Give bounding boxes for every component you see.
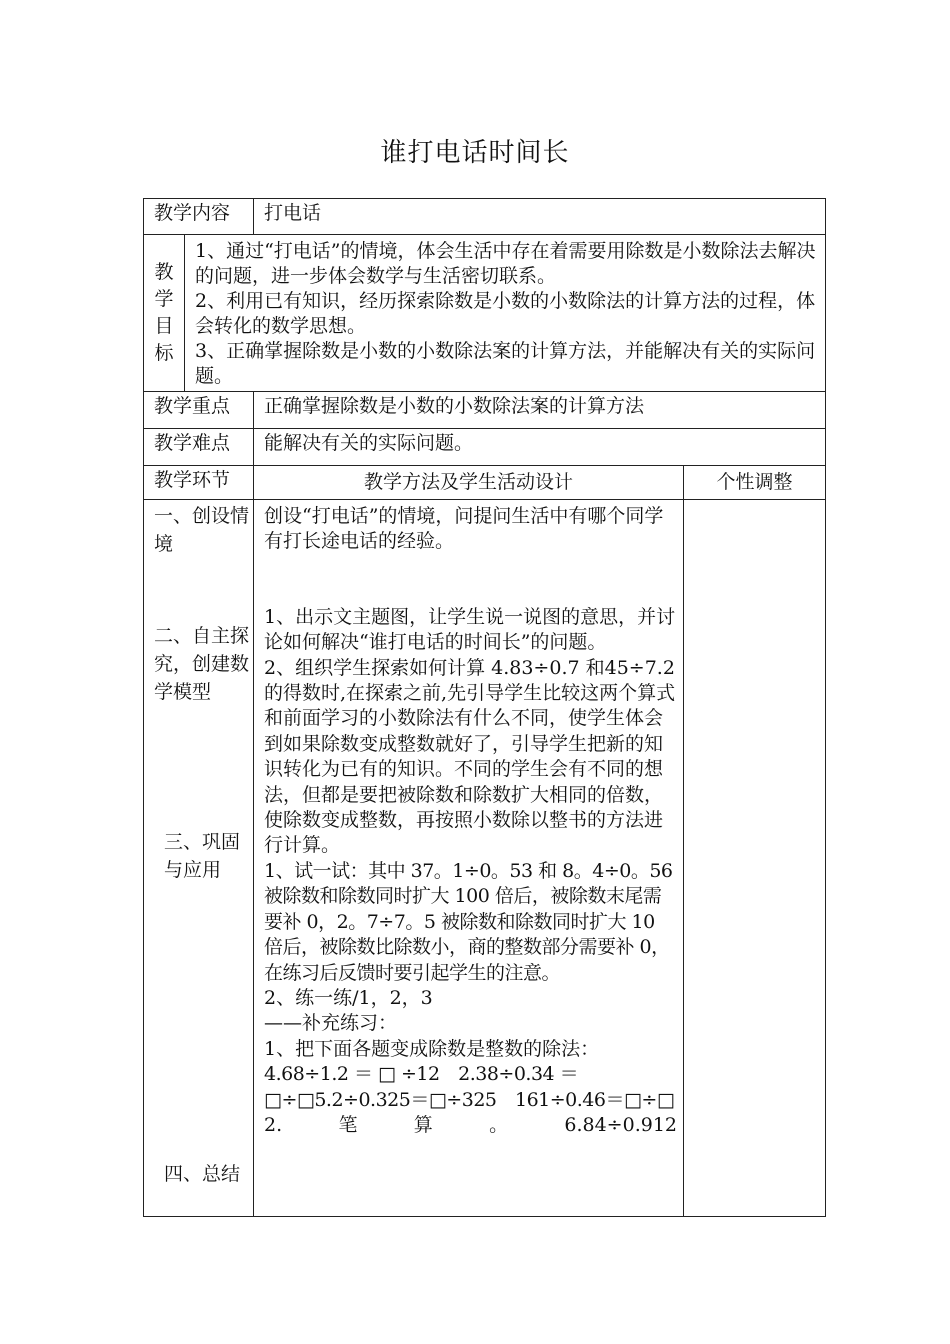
supplement-heading: ——补充练习： xyxy=(264,1012,398,1035)
lesson-plan-table xyxy=(143,198,826,1217)
goals-text xyxy=(185,235,826,391)
header-method: 教学方法及学生活动设计 xyxy=(254,466,684,500)
goals-inner xyxy=(144,235,825,391)
difficulty-label: 教学难点 xyxy=(144,429,254,466)
section-1: 一、创设情境 xyxy=(154,505,250,555)
goals-row xyxy=(144,235,826,392)
try-paragraph: 1、试一试：其中 37。1÷0。53 和 8。4÷0。56 被除数和除数同时扩大 100 倍后，被除数末尾需要补 0，2。7÷7。5 被除数和除数同时扩大 10 倍后，被除数比除数小，商的整数部分需要补 0，在练习后反馈时要引起学生的注意。 xyxy=(264,859,673,984)
activity-row xyxy=(144,500,826,1217)
content-label: 教学内容 xyxy=(144,199,254,235)
difficulty-row xyxy=(144,429,826,466)
page-title: 谁打电话时间长 xyxy=(380,138,570,168)
goal-item: 1、通过“打电话”的情境，体会生活中存在着需要用除数是小数除法去解决的问题，进一步体会数学与生活密切联系。 xyxy=(195,240,816,287)
adjust-column xyxy=(684,500,826,1217)
exercise-1-equations: 4.68÷1.2 ＝ □ ÷12 2.38÷0.34 ＝□÷□5.2÷0.325＝□÷325 161÷0.46＝□÷□ xyxy=(264,1063,675,1111)
step-1-paragraph: 1、出示文主题图，让学生说一说图的意思，并讨论如何解决“谁打电话的时间长”的问题。 xyxy=(264,605,676,654)
goal-item: 3、正确掌握除数是小数的小数除法案的计算方法，并能解决有关的实际问题。 xyxy=(195,340,816,387)
key-point-row xyxy=(144,392,826,429)
exercise-2-line: 2. 笔 算 。 6.84÷0.912 xyxy=(264,1113,677,1136)
difficulty-value: 能解决有关的实际问题。 xyxy=(254,429,826,466)
header-adjust: 个性调整 xyxy=(684,466,826,500)
goal-item: 2、利用已有知识，经历探索除数是小数的小数除法的计算方法的过程，体会转化的数学思想。 xyxy=(195,290,816,337)
header-row xyxy=(144,466,826,500)
header-stage: 教学环节 xyxy=(144,466,254,500)
section-labels xyxy=(144,500,254,1217)
step-2-paragraph: 2、组织学生探索如何计算 4.83÷0.7 和45÷7.2 的得数时,在探索之前,先引导学生比较这两个算式和前面学习的小数除法有什么不同，使学生体会到如果除数变成整数就好了，引导学生把新的知识转化为已有的知识。不同的学生会有不同的想法，但都是要把被除数和除数扩大相同的倍数，使除数变成整数，再按照小数除以整书的方法进行计算。 xyxy=(264,656,676,857)
key-point-label: 教学重点 xyxy=(144,392,254,429)
section-2: 二、自主探究，创建数学模型 xyxy=(154,625,250,703)
content-value: 打电话 xyxy=(254,199,826,235)
activity-content xyxy=(254,500,684,1217)
key-point-value: 正确掌握除数是小数的小数除法案的计算方法 xyxy=(254,392,826,429)
exercise-1-heading: 1、把下面各题变成除数是整数的除法： xyxy=(264,1037,600,1060)
practice-paragraph: 2、练一练/1，2，3 xyxy=(264,986,433,1009)
section-3: 三、巩固与应用 xyxy=(164,831,241,881)
intro-paragraph: 创设“打电话”的情境，问提问生活中有哪个同学有打长途电话的经验。 xyxy=(264,505,664,553)
goals-label: 教 学 目 标 xyxy=(144,235,185,391)
section-4: 四、总结 xyxy=(164,1163,241,1185)
content-row xyxy=(144,199,826,235)
